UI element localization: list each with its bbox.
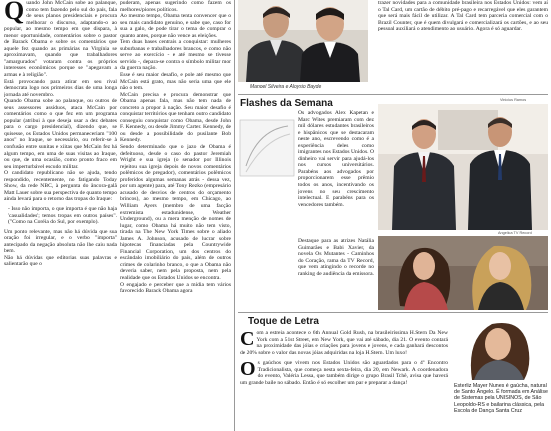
column-divider <box>234 0 235 431</box>
article-paragraph: puderam, apenas sugerindo como fazem os melhores/piores políticos. <box>120 0 231 13</box>
drop-cap: Q <box>4 0 25 25</box>
photo-credit: Vinicius Ramos <box>500 98 527 102</box>
decorative-emblem <box>238 116 296 180</box>
article-column-1 <box>4 0 117 431</box>
section-title-toque: Toque de Letra <box>248 316 319 327</box>
author-bio-text: Esterliz Mayer Nunes é gaúcha, natural de Santo Ângelo. É formada em Análise de Sistemas pela UNISINOS, de São Leopoldo-RS e bailarina clássica, pela Escola de Dança Santa Cruz <box>454 383 548 414</box>
section-divider <box>238 312 548 313</box>
photo-credit: Angelica TV Record <box>498 231 532 235</box>
article-column-2 <box>120 0 231 431</box>
article-paragraph: Um ponto relevante, mas não há dúvida que sua oração foi irregular, e o verbo "importa" antecipado da negação absoluta não lhe caiu nada bem. <box>4 228 117 255</box>
article-paragraph: Tem duas bases centrais a conquistar: mulheres suburbanas e trabalhadores brancos, e como não serve ao exercício - e até mesmo se tivesse servido -, depara-se contra o símbolo militar mor da guerra nação. <box>120 39 231 72</box>
photo-caption: Manoel Silveira e Aloysio Bayde <box>250 84 322 90</box>
photo-image <box>452 316 544 380</box>
toque-text <box>240 330 448 431</box>
photo-image <box>238 0 368 82</box>
flashes-paragraph: Destaque para as atrizes Natália Guimarães e Babi Xavier, da novela Os Mutantes - Caminhos do Coração, rama da TV Record, que vem atingindo o recorde no ranking de audiência da emissora. <box>298 238 374 277</box>
toque-paragraph: om a estreia acontece o 6th Annual Gold Rush, na brasileiríssima H.Stern Da New York com a 51st Street, em New York, que vai até sábado, dia 21. O evento contará na proximidade das jóias e criações para jovens e jovens, e cada ganhará descontos de 20% sobre o valor das novas jóias adquiridas na loja H.Stern. Um luxo! <box>240 330 448 356</box>
article-quote: - Isso não importa, o que importa é que não haja 'casualidades'; temos tropas em outros países". ("Como na Coréia do Sul, por exemplo). <box>8 205 117 226</box>
intro-paragraph: trazer novidades para a comunidade brasileira nos Estados Unidos: vem aí o Tal Card, um cartão de débito pré-pago e recarregável que eles garantem que será mais fácil de utilizar. A Tal Card tem parceria comercial com o Brazil Counter, que é quem divulgará e comercializará os cartões, e ao seu pessoal auxiliará o atendimento ao usuário. Agora é só aguardar. <box>378 0 548 33</box>
intro-text <box>378 0 548 80</box>
article-paragraph: uando John McCain sobe ao palanque, como tem fazendo pelo sul do país, fala de seus planos presidenciais e procura melhorar o discurso, adaptando-o ao popular, ao mesmo tempo em que dispara, à menor oportunidade, comentários sobre o pastor de Barack Obama e sobre os comentários que aquele fez quando as primárias na Virgínia se aproximavam, quando que trabalhadores "amargurados" votaram contra os próprios interesses econômicos porque se "apegavam a armas e à religião". <box>4 0 117 79</box>
article-paragraph: Sendo determinado que o jazo de Obama é defeituoso, desde o caso do pastor Jeremiah Wright e sua igreja (o senador por Illinois rejeitou sua igreja depois de novos comentários polêmicos de pregador), comentários polêmicos proferidos algumas semanas atrás - dessa vez, por um agente) para, até Tony Rezko (empresário acusado de desvios de centros do orçamento brincos), ao mesmo tempo, em Chicago, ao William Ayers (membro de uma facção extremista estadunidense, Weather Underground), ou a mera menção de nomes de lugar, como Obama há muito não tem visto, tirada na The New York Times sobre o aliado James A. Johnson, acusado de lucrar sobre hipotecas financiadas pela Countrywide Financial Corporation, um dos centros do escândalo imobiliário do país, além de outros crimes de colarinho branco, o que a Obama não deveria saber, nem pela proposta, nem pela realidade que os Estados Unidos se encontra. <box>120 144 231 281</box>
photo-lawyers <box>378 104 548 230</box>
photo-image <box>378 104 548 230</box>
article-paragraph: Quando Obama sobe ao palanque, ou outros de seus assessores assíduos, ataca McCain por comentários como o que fez em um programa popular (atribui à que deseja usar a dez debates para o cargo presidencial), dizendo que, se quisesse, os Estados Unidos permaneceriam "100 anos" no Iraque, se necessário, ou referir-se à confusão entre sunitas e xiitas que McCain fez há algum tempo, em uma de suas visitas ao Iraque, ou que, de uma ocasião, como pronto fraco em seu imperturbável escudo militar. <box>4 98 117 170</box>
article-paragraph: Está provocando para atirar em seu rival democrata logo nos primeiros dias de uma longa jornada até novembro. <box>4 78 117 98</box>
photo-two-men <box>238 0 368 82</box>
photo-actresses <box>378 236 548 310</box>
article-paragraph: McCain precisa e procura demonstrar que Obama apenas fala, mas não tem nada de concreto a propor à nação. Seu maior desafio é conquistar territórios que tenham outro candidato conseguiu conquistar como Obama, desde John F. Kennedy, ou desde Jimmy Carter. Kennedy, de ou desde a possibilidade do pusilante Bob Kennedy. <box>120 91 231 144</box>
section-title-flashes: Flashes da Semana <box>240 98 333 109</box>
article-paragraph: O engajado e perceber que a mídia tem vários favorecido Barack Obama agora <box>120 281 231 295</box>
flashes-text <box>298 110 374 234</box>
flashes-paragraph: Os advogados Alex Kapetan e Marc Wites premiaram com dez mil dólares estudantes brasileiros e hispânicos que se destacaram neste ano, escrevendo como é a experiência deles como imigrantes nos Estados Unidos. O dinheiro vai servir para ajudá-los nos cursos universitários. Parabéns aos advogados por proporcionarem esse prêmio todos os anos, incentivando os jovens no seu crescimento intelectual. E parabéns para os vencedores também. <box>298 110 374 208</box>
flashes-text-2 <box>298 238 374 310</box>
photo-image <box>378 236 548 310</box>
article-paragraph: Esse é seu maior desafio, e pole até mesmo que McCain está grato, mas não seria uma que ele não o tem. <box>120 72 231 92</box>
drop-cap: C <box>240 330 255 350</box>
photo-author <box>452 316 544 380</box>
section-divider <box>238 94 548 95</box>
article-paragraph: Ao mesmo tempo, Obama tenta convencer que o seu mais candidato genuíno, e sabe que, caso for sua a galo, de pode tirar o tema de comprar o quanto antes, porque não vence as eleições. <box>120 13 231 39</box>
article-paragraph: Não há dúvidas que editorias suas palavras e salientarão que o <box>4 254 117 268</box>
toque-paragraph: s gaúchos que vivem nos Estados Unidos são aguardados para o 4º Encontro Tradicionalista, que começa nesta sexta-feira, dia 20, em Newark. A coordenadora do evento, Valéria Lessa, que também dirige o grupo Brasil Tchê, avisa que haverá um grande baile no sábado. Então é só escolher um par e preparar a dança! <box>240 360 448 386</box>
drop-cap: O <box>240 358 256 381</box>
author-bio <box>454 383 548 431</box>
article-paragraph: O candidato republicano não se ajuda, tendo respondido, recentemente, no fatigando Today Show, da rede NBC, à pergunta do âncora-galã Matt Lauer sobre sua perspectiva de quanto tempo ainda levará para o retorno das tropas do Iraque: <box>4 170 117 203</box>
